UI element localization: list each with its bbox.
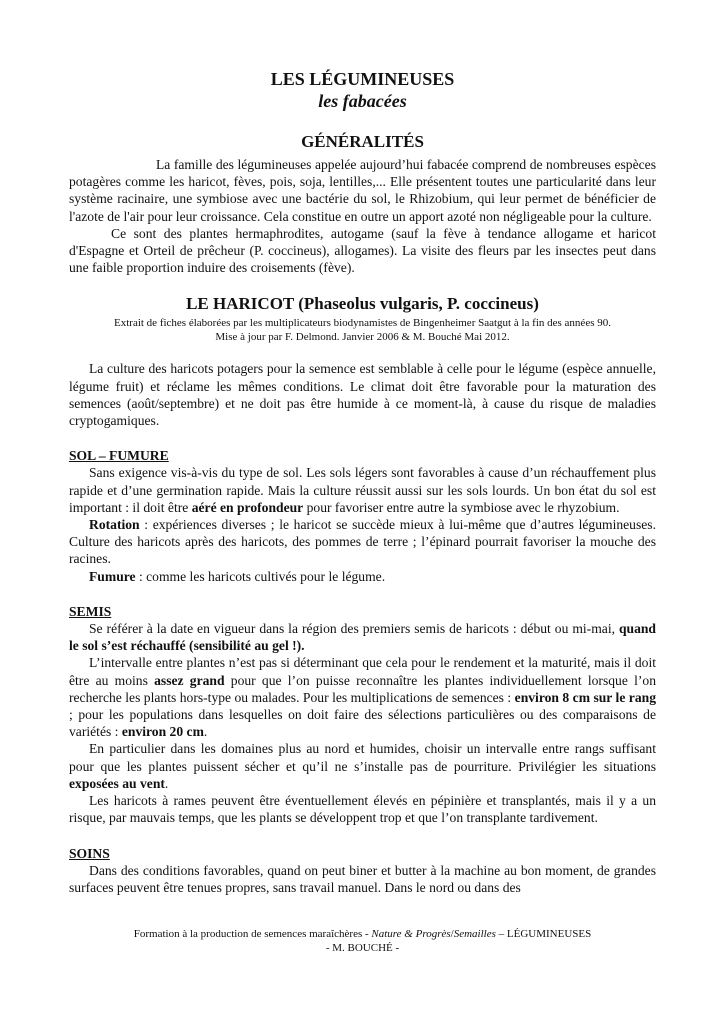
document-subtitle: les fabacées xyxy=(318,91,407,111)
text-run: Sans exigence vis-à-vis du type de sol. Les sols légers sont favorables à cause d’un réchauffement plus rapide et d’une germination rapide. Mais la culture réussit aussi sur les sols lourds. Un bon état du sol est important : il doit être xyxy=(69,465,656,515)
subheading-semis: SEMIS xyxy=(69,603,112,619)
emphasis-text: exposées au vent xyxy=(69,775,165,791)
footer-line-1 xyxy=(69,927,656,941)
paragraph-soins-1: Dans des conditions favorables, quand on peut biner et butter à la machine au bon moment, de grandes surfaces peuvent être tenues propres, sans travail manuel. Dans le nord ou dans des xyxy=(69,862,656,895)
subheading-soins: SOINS xyxy=(69,845,110,861)
text-run: pour que l’on puisse reconnaître les plantes individuellement lorsque l’on recherche les plants hors-type ou malades. Pour les multiplications de semences : xyxy=(69,672,656,705)
paragraph-rotation xyxy=(69,516,656,568)
emphasis-text: assez grand xyxy=(154,672,225,688)
text-run: . xyxy=(203,724,208,740)
spacer xyxy=(69,585,656,603)
page-content xyxy=(69,68,656,896)
text-run: En particulier dans les domaines plus au nord et humides, choisir un intervalle entre rangs suffisant pour que les plantes puissent sécher et qu’il ne s’installe pas de pourriture. Privilégier les situations xyxy=(69,741,656,774)
document-title: LES LÉGUMINEUSES xyxy=(270,69,455,89)
section-heading-haricot: LE HARICOT (Phaseolus vulgaris, P. coccineus) xyxy=(186,294,539,314)
fumure-label: Fumure xyxy=(89,568,136,584)
spacer xyxy=(69,827,656,845)
text-run: : expériences diverses ; le haricot se succède mieux à lui-même que d’autres légumineuses. Culture des haricots après des haricots, des pommes de terre ; l’épinard pourrait favoriser la mouche des racines. xyxy=(69,517,656,567)
text-run: Se référer à la date en vigueur dans la région des premiers semis de haricots : début ou mi-mai, xyxy=(89,621,619,637)
text-run: L’intervalle entre plantes n’est pas si déterminant que cela pour le rendement et la maturité, mais il doit être au moins xyxy=(69,655,656,688)
paragraph-fumure xyxy=(69,568,656,585)
paragraph-generalites-1: La famille des légumineuses appelée aujourd’hui fabacée comprend de nombreuses espèces potagères comme les haricot, fèves, pois, soja, lentilles,... Elle présentent toutes une particularité dans leur système racinaire, une symbiose avec une bactérie du sol, le Rhizobium, qui leur permet de bénéficier de l'azote de l'air pour leur croissance. Cela constitue en outre un apport azoté non négligeable pour la culture. xyxy=(69,157,656,224)
page-footer xyxy=(69,927,656,955)
text-run: – LÉGUMINEUSES xyxy=(495,928,592,940)
subheading-sol-fumure: SOL – FUMURE xyxy=(69,448,169,464)
spacer xyxy=(69,429,656,447)
paragraph-haricot-intro: La culture des haricots potagers pour la semence est semblable à celle pour le légume (espèce annuelle, légume fruit) et réclame les mêmes conditions. Le climat doit être favorable pour la maturation des semences (août/septembre) et ne doit pas être humide à ce moment-là, à cause du risque de maladies cryptogamiques. xyxy=(69,361,656,429)
paragraph-semis-4: Les haricots à rames peuvent être éventuellement élevés en pépinière et transplantés, mais il y a un risque, par mauvais temps, que les plants se développent trop et que l’on transplante tardivement. xyxy=(69,793,656,826)
text-run: Nature & Progrès xyxy=(371,928,451,940)
footer-line-2: - M. BOUCHÉ - xyxy=(325,942,400,954)
paragraph-generalites-2: Ce sont des plantes hermaphrodites, autogame (sauf la fève à tendance allogame et haricot d'Espagne et Orteil de prêcheur (P. coccineus), allogames). La visite des fleurs par les insectes peut dans une faible proportion induire des croisements (fève). xyxy=(69,225,656,276)
spacer xyxy=(69,276,656,294)
paragraph-semis-3 xyxy=(69,740,656,792)
paragraph-semis-1 xyxy=(69,620,656,654)
paragraph-sol-1 xyxy=(69,464,656,516)
paragraph-semis-2 xyxy=(69,654,656,740)
section-heading-generalites: GÉNÉRALITÉS xyxy=(301,132,424,151)
emphasis-text: quand le sol s’est réchauffé (sensibilité au gel !). xyxy=(69,621,656,654)
text-run: : comme les haricots cultivés pour le légume. xyxy=(135,568,386,584)
rotation-label: Rotation xyxy=(89,517,140,533)
text-run: . xyxy=(164,775,169,791)
credit-line-2: Mise à jour par F. Delmond. Janvier 2006 & M. Bouché Mai 2012. xyxy=(215,331,510,344)
spacer xyxy=(69,344,656,360)
emphasis-text: environ 20 cm xyxy=(121,724,204,740)
text-run: / xyxy=(450,928,454,940)
emphasis-text: environ 8 cm sur le rang xyxy=(514,689,656,705)
text-run: Semailles xyxy=(453,928,496,940)
text-run: pour favoriser entre autre la symbiose avec le rhyzobium. xyxy=(303,499,620,515)
text-run: ; pour les populations dans lesquelles on doit faire des sélections particulières ou des comparaisons de variétés : xyxy=(69,707,656,740)
emphasis-text: aéré en profondeur xyxy=(191,499,304,515)
text-run: Formation à la production de semences maraîchères - xyxy=(133,928,372,940)
credit-line-1: Extrait de fiches élaborées par les multiplicateurs biodynamistes de Bingenheimer Saatgut à la fin des années 90. xyxy=(114,317,611,330)
